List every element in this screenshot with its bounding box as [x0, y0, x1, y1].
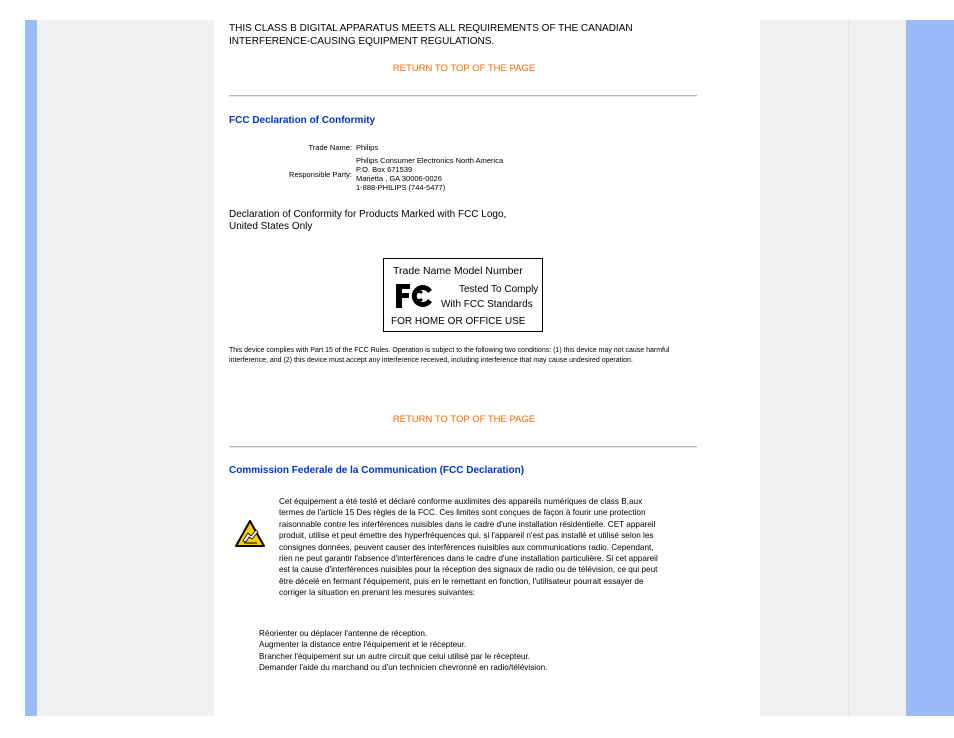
compliance-text: This device complies with Part 15 of the FCC Rules. Operation is subject to the following two conditions: (1) this device may not cause harmful interference, and (2) this device must accept any interference received, including interference that may cause undesired operation. — [229, 347, 670, 364]
fcc-declaration-heading: FCC Declaration of Conformity — [229, 115, 376, 126]
fcc-label-line: With FCC Standards — [441, 299, 533, 310]
section-divider — [229, 95, 697, 97]
canadian-notice: THIS CLASS B DIGITAL APPARATUS MEETS ALL REQUIREMENTS OF THE CANADIAN INTERFERENCE-CAUSING EQUIPMENT REGULATIONS. — [229, 23, 633, 47]
list-item: Demander l'aide du marchand ou d'un technicien chevronné en radio/télévision. — [259, 663, 548, 673]
left-sidebar-panel — [37, 20, 214, 716]
table-row — [230, 156, 505, 192]
address-line: Marietta , GA 30006-0026 — [356, 174, 442, 183]
section-divider — [229, 446, 697, 448]
measures-list — [259, 628, 548, 674]
declaration-text — [229, 209, 506, 233]
warning-icon — [234, 519, 266, 549]
responsible-party-label: Responsible Party: — [289, 169, 352, 179]
responsible-party-value — [354, 156, 505, 192]
right-accent-bar — [906, 20, 954, 716]
declaration-line: United States Only — [229, 221, 313, 232]
fcc-declaration-info-table — [230, 143, 505, 192]
address-line: 1-888-PHILIPS (744-5477) — [356, 183, 446, 192]
list-item: Brancher l'équipement sur un autre circuit que celui utilisé par le récepteur. — [259, 651, 530, 661]
return-to-top-link[interactable]: RETURN TO TOP OF THE PAGE — [392, 414, 536, 425]
right-sidebar-panel-2 — [848, 20, 907, 716]
return-to-top-link[interactable]: RETURN TO TOP OF THE PAGE — [392, 63, 536, 74]
fcc-label-line: FOR HOME OR OFFICE USE — [391, 316, 526, 327]
address-line: Philips Consumer Electronics North America — [356, 156, 504, 165]
fcc-compliance-label — [383, 258, 543, 332]
list-item: Réorienter ou déplacer l'antenne de réception. — [259, 629, 428, 638]
fcc-logo-icon — [394, 281, 434, 311]
french-paragraph: Cet équipement a été testé et déclaré conforme auxlimites des appareils numériques de class B,aux termes de l'article 15 Des règles de la FCC. Ces limites sont conçues de façon à fourir une protection raisonnable contre les interférences nuisibles dans le cadre d'une installation résidentielle. CET appareil produit, utilise et peut émettre des hyperfréquences qui, si l'appareil n'est pas installé et utilisé selon les consignes données, peuvent causer des interférences nuisibles aux communications radio. Cependant, rien ne peut garantir l'absence d'interférences dans le cadre d'une installation particulière. Si cet appareil est la cause d'interférences nuisibles pour la réception des signaux de radio ou de télévision, ce qui peut être décelé en fermant l'équipement, puis en le remettant en fonction, l'utilisateur pourrait essayer de corriger la situation en prenant les mesures suivantes: — [279, 497, 658, 598]
table-row — [230, 143, 505, 152]
trade-name-label: Trade Name: — [308, 143, 352, 152]
list-item: Augmenter la distance entre l'équipement et le récepteur. — [259, 640, 467, 650]
declaration-line: Declaration of Conformity for Products Marked with FCC Logo, — [229, 209, 507, 220]
left-accent-bar — [25, 20, 37, 716]
fcc-label-line: Trade Name Model Number — [393, 265, 523, 277]
fcc-label-line: Tested To Comply — [459, 284, 539, 295]
french-section-heading: Commission Federale de la Communication (FCC Declaration) — [229, 465, 525, 476]
trade-name-value: Philips — [356, 143, 379, 152]
address-line: P.O. Box 671539 — [356, 165, 413, 174]
right-sidebar-panel — [760, 20, 848, 716]
